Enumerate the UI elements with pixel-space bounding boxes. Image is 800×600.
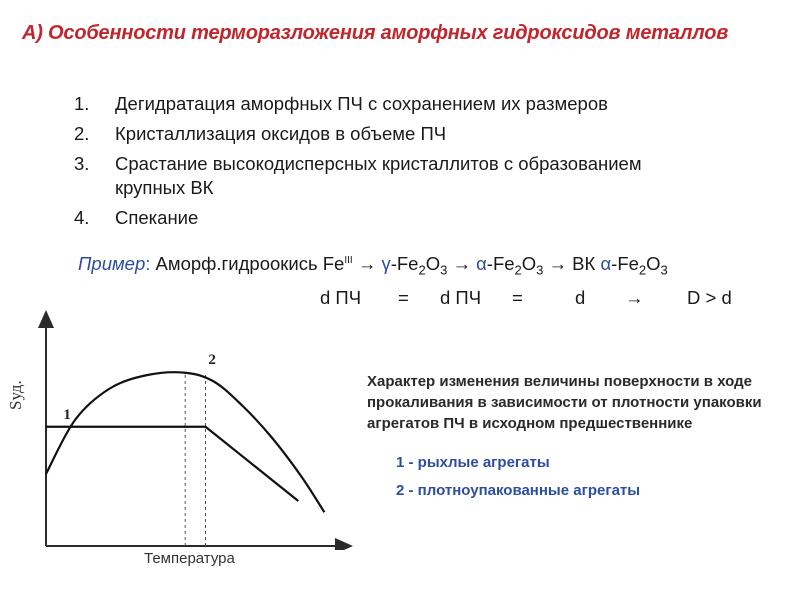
size-term: d <box>575 287 586 308</box>
step-number: 1. <box>74 93 90 114</box>
oxidation-state: III <box>344 254 353 266</box>
size-term: d ПЧ <box>440 287 482 308</box>
alpha-symbol: α <box>476 253 487 274</box>
arrow: → <box>352 253 382 274</box>
size-term: d ПЧ <box>320 287 362 308</box>
step-text: Кристаллизация оксидов в объеме ПЧ <box>115 123 447 144</box>
example-lead: Пример <box>78 253 146 274</box>
formula-part: O <box>521 253 537 274</box>
example-start: Аморф.гидроокись Fe <box>155 253 345 274</box>
step-text: Спекание <box>115 207 199 228</box>
size-term: D > d <box>687 287 732 308</box>
subscript: 3 <box>440 262 448 278</box>
step-number: 3. <box>74 153 90 174</box>
example-colon: : <box>145 253 156 274</box>
example-line <box>78 253 668 278</box>
series-line-1 <box>46 427 298 501</box>
legend-item: 2 - плотноупакованные агрегаты <box>396 482 641 499</box>
step-number: 2. <box>74 123 90 144</box>
step-item <box>74 152 714 200</box>
formula-part: O <box>425 253 441 274</box>
size-term: = <box>512 287 523 308</box>
arrow: → <box>447 253 477 274</box>
series-label-2: 2 <box>208 352 216 368</box>
step-text: Срастание высокодисперсных кристаллитов с образованием крупных ВК <box>115 153 642 198</box>
step-text: Дегидратация аморфных ПЧ с сохранением их размеров <box>115 93 608 114</box>
formula-part: O <box>646 253 661 274</box>
step-item <box>74 92 714 116</box>
size-relation <box>320 287 732 309</box>
steps-list <box>74 92 714 236</box>
arrow: → ВК <box>543 253 601 274</box>
chart-caption: Характер изменения величины поверхности в ходе прокаливания в зависимости от плотности упаковки агрегатов ПЧ в исходном предшественнике <box>367 373 762 432</box>
subscript: 2 <box>638 262 647 278</box>
step-item <box>74 122 714 146</box>
plot-area <box>46 318 345 546</box>
series-label-1: 1 <box>63 406 71 423</box>
subscript: 3 <box>660 262 668 278</box>
y-axis-label: Sуд. <box>6 380 25 410</box>
x-axis-label: Температура <box>144 550 235 567</box>
gamma-symbol: γ <box>381 253 391 274</box>
alpha-symbol: α <box>600 253 612 274</box>
legend <box>396 449 640 505</box>
chart <box>0 300 360 550</box>
size-term: → <box>625 287 644 308</box>
page-title: А) Особенности терморазложения аморфных гидроксидов металлов <box>22 22 729 44</box>
subscript: 3 <box>536 262 544 278</box>
formula-part: -Fe <box>486 253 515 274</box>
subscript: 2 <box>514 262 522 278</box>
formula-part: -Fe <box>390 253 419 274</box>
legend-item: 1 - рыхлые агрегаты <box>396 454 550 471</box>
formula-part: -Fe <box>611 253 639 274</box>
subscript: 2 <box>418 262 426 278</box>
step-item <box>74 206 714 230</box>
size-term: = <box>398 287 409 308</box>
step-number: 4. <box>74 207 90 228</box>
